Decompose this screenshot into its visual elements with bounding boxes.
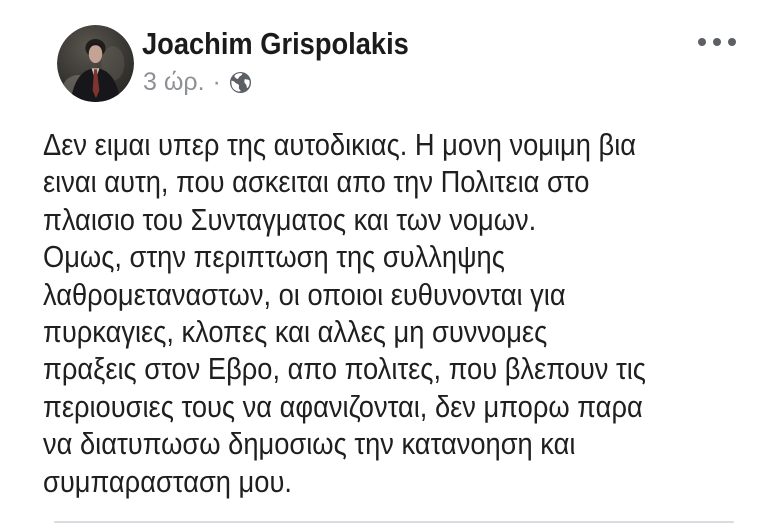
post-text-line: Δεν ειμαι υπερ της αυτοδικιας. Η μονη νομιμη βια [43, 127, 637, 162]
post-meta [143, 68, 252, 97]
post-body [43, 126, 763, 500]
meta-separator: · [212, 68, 221, 96]
globe-icon [229, 71, 252, 94]
post-text-line: πραξεις στον Εβρο, απο πολιτες, που βλεπουν τις [43, 351, 646, 387]
divider [54, 521, 734, 523]
post-text-line: πυρκαγιες, κλοπες και αλλες μη συννομες [43, 314, 548, 350]
post-text-line: συμπαρασταση μου. [43, 463, 292, 499]
avatar-portrait-image [57, 25, 134, 102]
post-text-line: να διατυπωσω δημοσιως την κατανοηση και [43, 426, 576, 462]
post-text-line: Ομως, στην περιπτωση της συλληψης [43, 239, 505, 275]
post-text-line: ειναι αυτη, που ασκειται απο την Πολιτεια στο [43, 164, 590, 200]
ellipsis-icon [698, 38, 736, 46]
post-text-line: λαθρομεταναστων, οι οποιοι ευθυνονται για [43, 276, 566, 312]
author-name[interactable]: Joachim Grispolakis [142, 26, 409, 61]
post-text-line: περιουσιες τους να αφανιζονται, δεν μπορω παρα [43, 388, 643, 424]
avatar[interactable] [57, 25, 134, 102]
post-options-button[interactable] [692, 28, 742, 56]
timestamp[interactable]: 3 ώρ. [143, 68, 205, 96]
post-text-line: πλαισιο του Συνταγματος και των νομων. [43, 201, 537, 237]
